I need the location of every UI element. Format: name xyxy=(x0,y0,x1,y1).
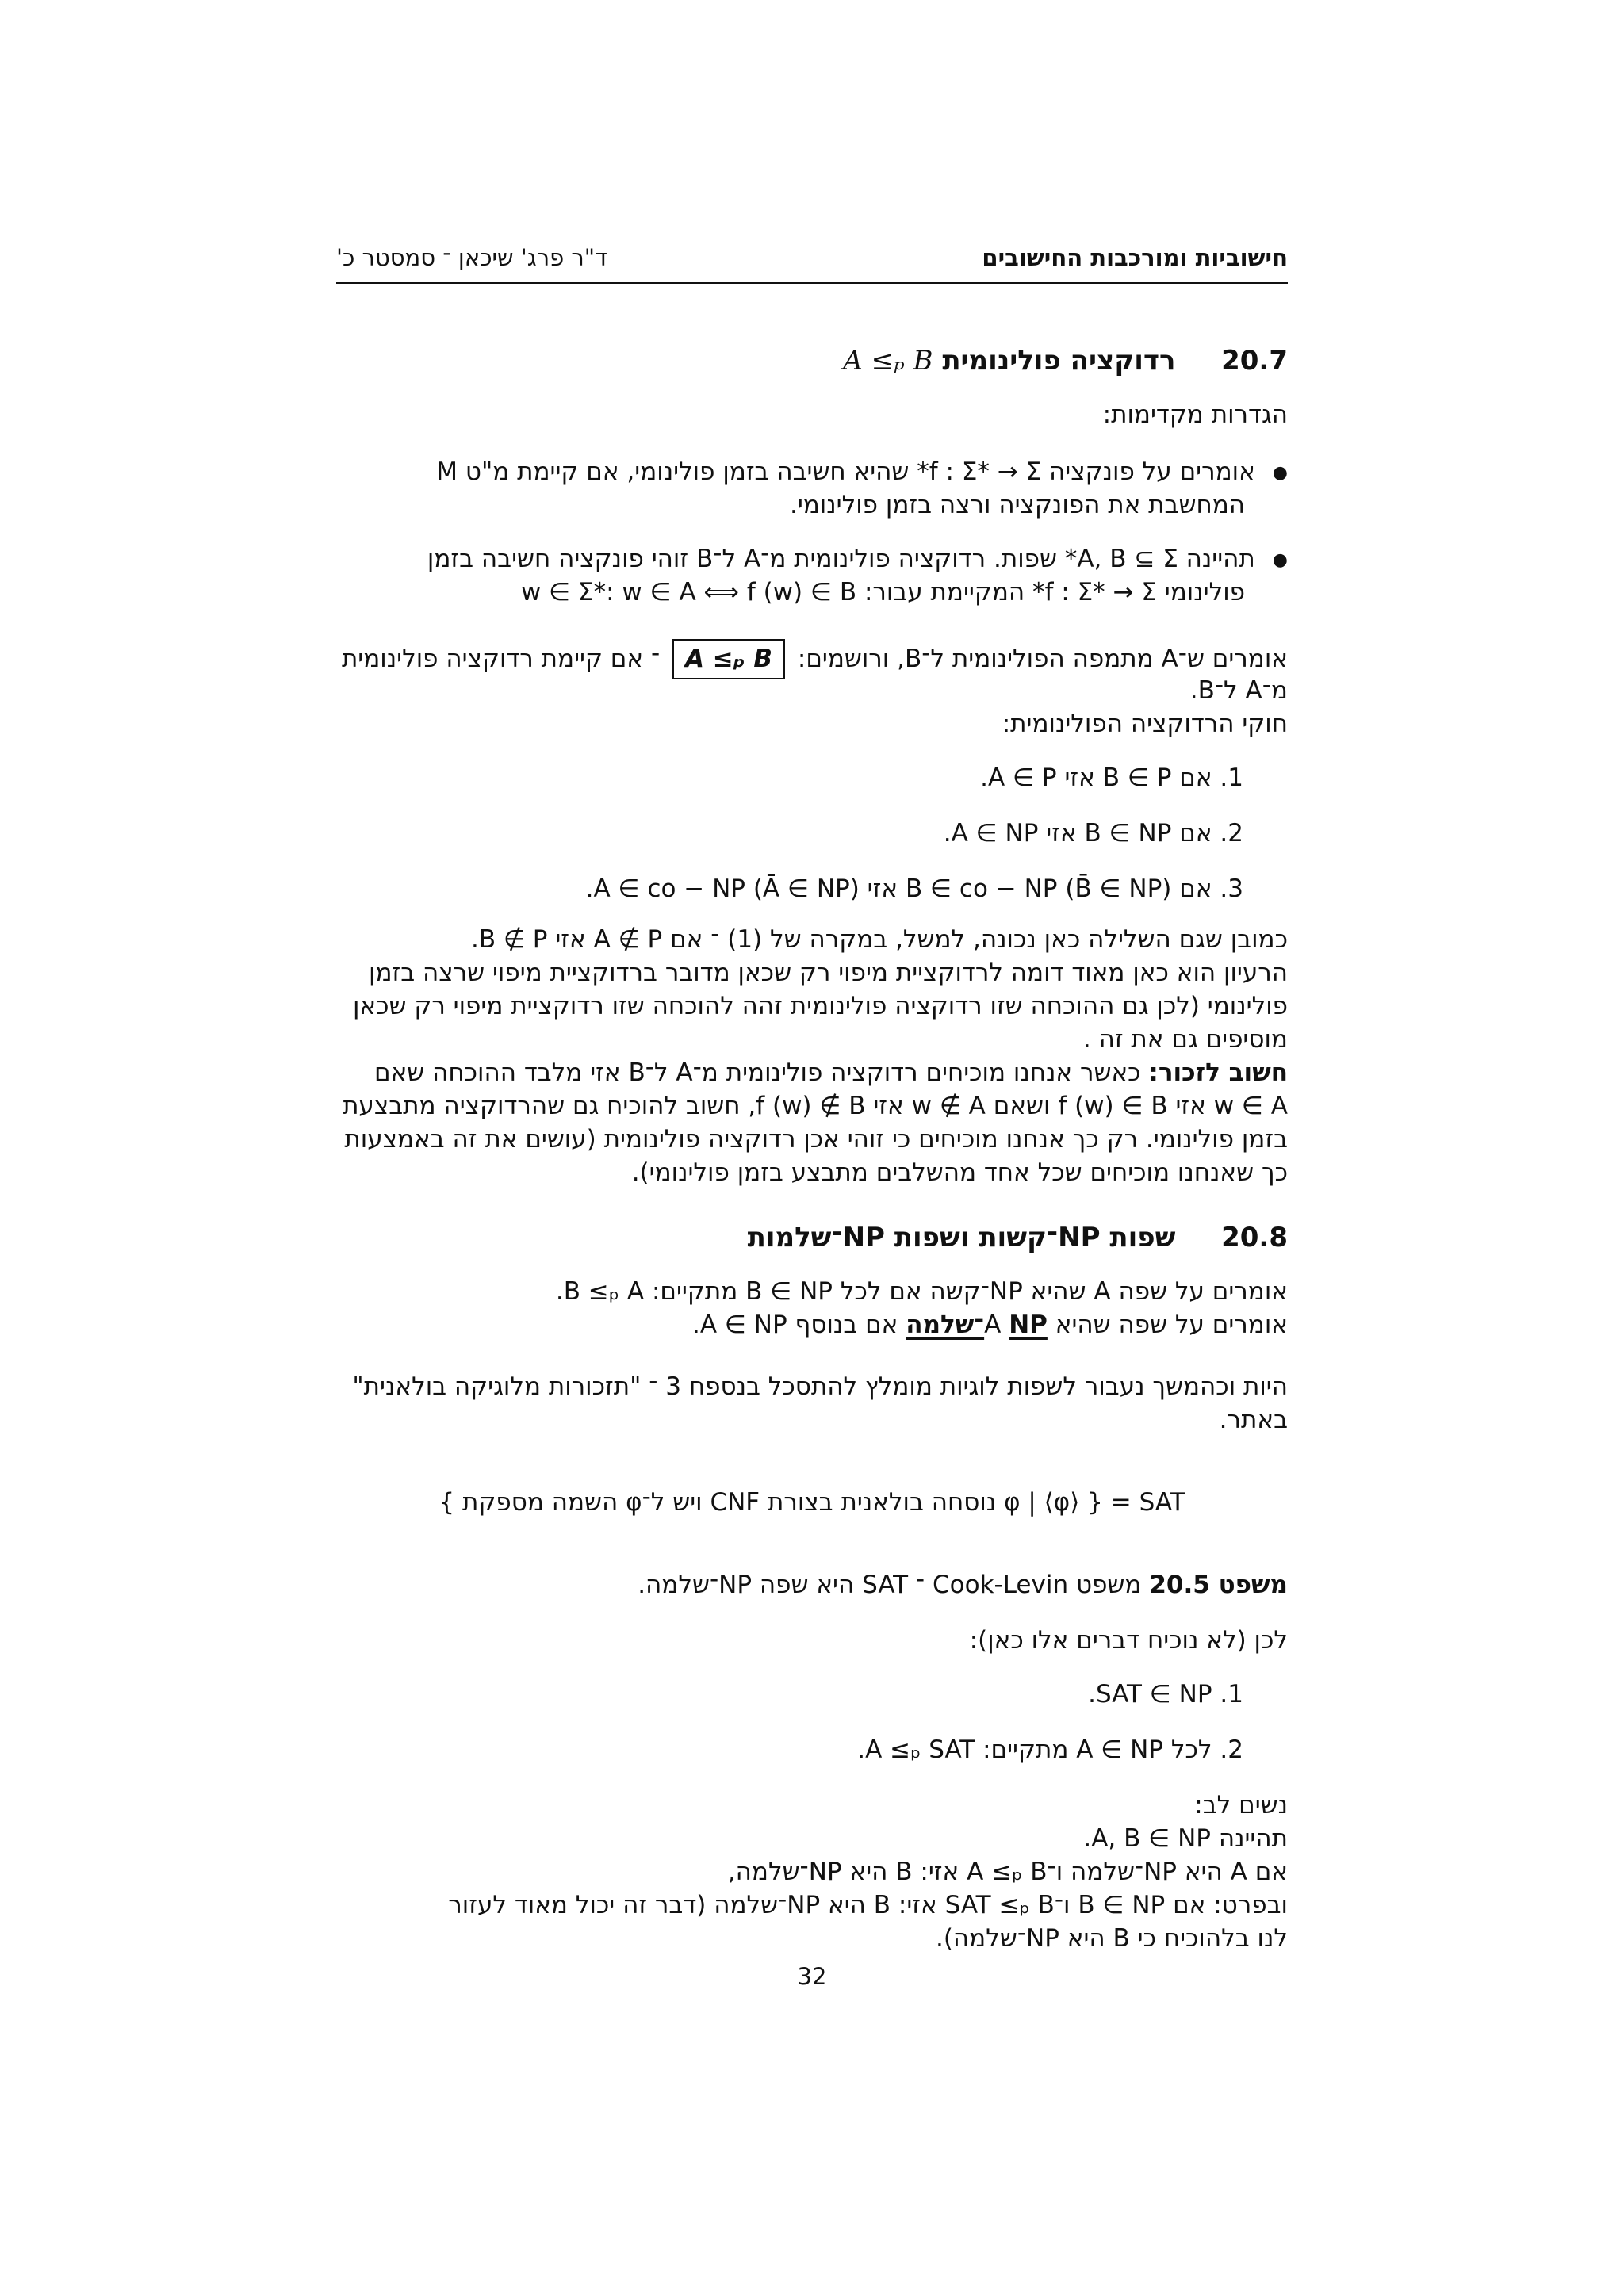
theorem-label: משפט 20.5 xyxy=(1149,1571,1288,1599)
intro-text: הגדרות מקדימות: xyxy=(1102,400,1288,429)
section-number: 20.7 xyxy=(1221,345,1288,377)
definition-text-b: ־ אם קיימת רדוקציה פולינומית xyxy=(341,645,661,673)
therefore-line: לכן (לא נוכיח דברים אלו כאן): xyxy=(969,1626,1288,1655)
definition-line-2: מ־A ל־B. xyxy=(1189,676,1288,705)
paragraph-line-3: פולינומי (לכן גם ההוכחה שזו רדוקציה פולינומית זהה להוכחה שזו רדוקציית מיפוי רק שכאן xyxy=(352,992,1288,1020)
np-complete-term: NP־שלמה xyxy=(906,1311,1048,1339)
definition-boxed-formula: A ≤ₚ B xyxy=(672,639,785,679)
notice-line-1: תהיינה A, B ∈ NP. xyxy=(1083,1824,1288,1853)
paragraph-line-1: כמובן שגם השלילה כאן נכונה, למשל, במקרה של (1) ־ אם A ∉ P אזי B ∉ P. xyxy=(470,925,1288,954)
bullet-2-line-2: פולינומי f : Σ* → Σ* המקיימת עבור: w ∈ Σ*: w ∈ A ⟺ f (w) ∈ B xyxy=(520,578,1245,607)
sat-item-1: 1. SAT ∈ NP. xyxy=(1088,1680,1243,1709)
law-1: 1. אם B ∈ P אזי A ∈ P. xyxy=(980,763,1243,792)
page-number: 32 xyxy=(797,1963,827,1990)
note-line-3: בזמן פולינומי. רק כך אנחנו מוכיחים כי זוהי אכן רדוקציה פולינומית (עושים את זה באמצעות xyxy=(344,1125,1288,1154)
theorem-text: משפט Cook-Levin ־ SAT היא שפה NP־שלמה. xyxy=(638,1571,1142,1599)
paragraph-line-4: מוסיפים גם את זה . xyxy=(1082,1025,1288,1054)
appendix-note-line-2: באתר. xyxy=(1219,1406,1288,1434)
definition-line-1 xyxy=(342,639,1288,679)
theorem-line xyxy=(638,1573,1288,1598)
notice-title: נשים לב: xyxy=(1194,1791,1288,1820)
note-line-4: כך שאנחנו מוכיחים שכל אחד מהשלבים מתבצע בזמן פולינומי). xyxy=(631,1158,1288,1187)
header-rule xyxy=(336,282,1288,284)
notice-line-2: אם A היא NP־שלמה ו־A ≤ₚ B אזי: B היא NP־שלמה, xyxy=(727,1858,1288,1886)
appendix-note-line-1: היות וכהמשך נעבור לשפות לוגיות מומלץ להתסכל בנספח 3 ־ "תזכורות מלוגיקה בולאנית" xyxy=(352,1372,1288,1401)
np-complete-text-a: אומרים על שפה שהיא A xyxy=(984,1311,1288,1339)
bullet-2-line-1: ● תהיינה A, B ⊆ Σ* שפות. רדוקציה פולינומית מ־A ל־B זוהי פונקציה חשיבה בזמן xyxy=(427,547,1288,572)
section-20-8-heading xyxy=(748,1224,1288,1251)
sat-item-2: 2. לכל A ∈ NP מתקיים: A ≤ₚ SAT. xyxy=(857,1735,1243,1764)
note-text-1: כאשר אנחנו מוכיחים רדוקציה פולינומית מ־A ל־B אזי מלבד ההוכחה שאם xyxy=(374,1058,1141,1087)
law-3: 3. אם B ∈ co − NP (B̄ ∈ NP) אזי A ∈ co − NP (Ā ∈ NP). xyxy=(585,874,1243,903)
np-complete-definition xyxy=(692,1313,1288,1337)
notice-line-3: ובפרט: אם B ∈ NP ו־SAT ≤ₚ B אזי: B היא NP־שלמה (דבר זה יכול מאוד לעזור xyxy=(448,1891,1288,1919)
note-line-1 xyxy=(374,1058,1288,1087)
section-number: 20.8 xyxy=(1221,1222,1288,1253)
bullet-1-line-2: המחשבת את הפונקציה ורצה בזמן פולינומי. xyxy=(789,491,1245,519)
sat-definition: SAT = { ⟨φ⟩ | φ נוסחה בולאנית בצורת CNF ויש ל־φ השמה מספקת } xyxy=(439,1488,1185,1517)
paragraph-line-2: הרעיון הוא כאן מאוד דומה לרדוקציית מיפוי רק שכאן מדובר ברדוקציית מיפוי שרצה בזמן xyxy=(369,959,1288,987)
running-header-lecturer: ד"ר פרג' שיכאן ־ סמסטר כ' xyxy=(336,244,607,271)
note-line-2: w ∈ A אזי f (w) ∈ B ושאם w ∉ A אזי f (w) ∉ B, חשוב להוכיח גם שהרדוקציה מתבצעת xyxy=(343,1092,1288,1120)
laws-title: חוקי הרדוקציה הפולינומית: xyxy=(1002,710,1288,738)
law-2: 2. אם B ∈ NP אזי A ∈ NP. xyxy=(943,819,1243,848)
bullet-1-line-1: ● אומרים על פונקציה f : Σ* → Σ* שהיא חשיבה בזמן פולינומי, אם קיימת מ"ט M xyxy=(436,460,1288,484)
section-20-7-heading xyxy=(843,345,1288,377)
note-label: חשוב לזכור: xyxy=(1148,1058,1288,1087)
section-title-math: A ≤ₚ B xyxy=(843,345,933,377)
section-title: רדוקציה פולינומית xyxy=(942,345,1176,377)
definition-text-a: אומרים ש־A מתמפה הפולינומית ל־B, ורושמים: xyxy=(797,645,1288,673)
np-complete-text-c: אם בנוסף A ∈ NP. xyxy=(692,1311,898,1339)
running-header-title: חישוביות ומורכבות החישובים xyxy=(982,244,1288,271)
notice-line-4: לנו בלהוכיח כי B היא NP־שלמה). xyxy=(935,1924,1288,1953)
np-hard-definition: אומרים על שפה A שהיא NP־קשה אם לכל B ∈ NP מתקיים: B ≤ₚ A. xyxy=(555,1277,1288,1306)
section-title: שפות NP־קשות ושפות NP־שלמות xyxy=(747,1222,1176,1253)
